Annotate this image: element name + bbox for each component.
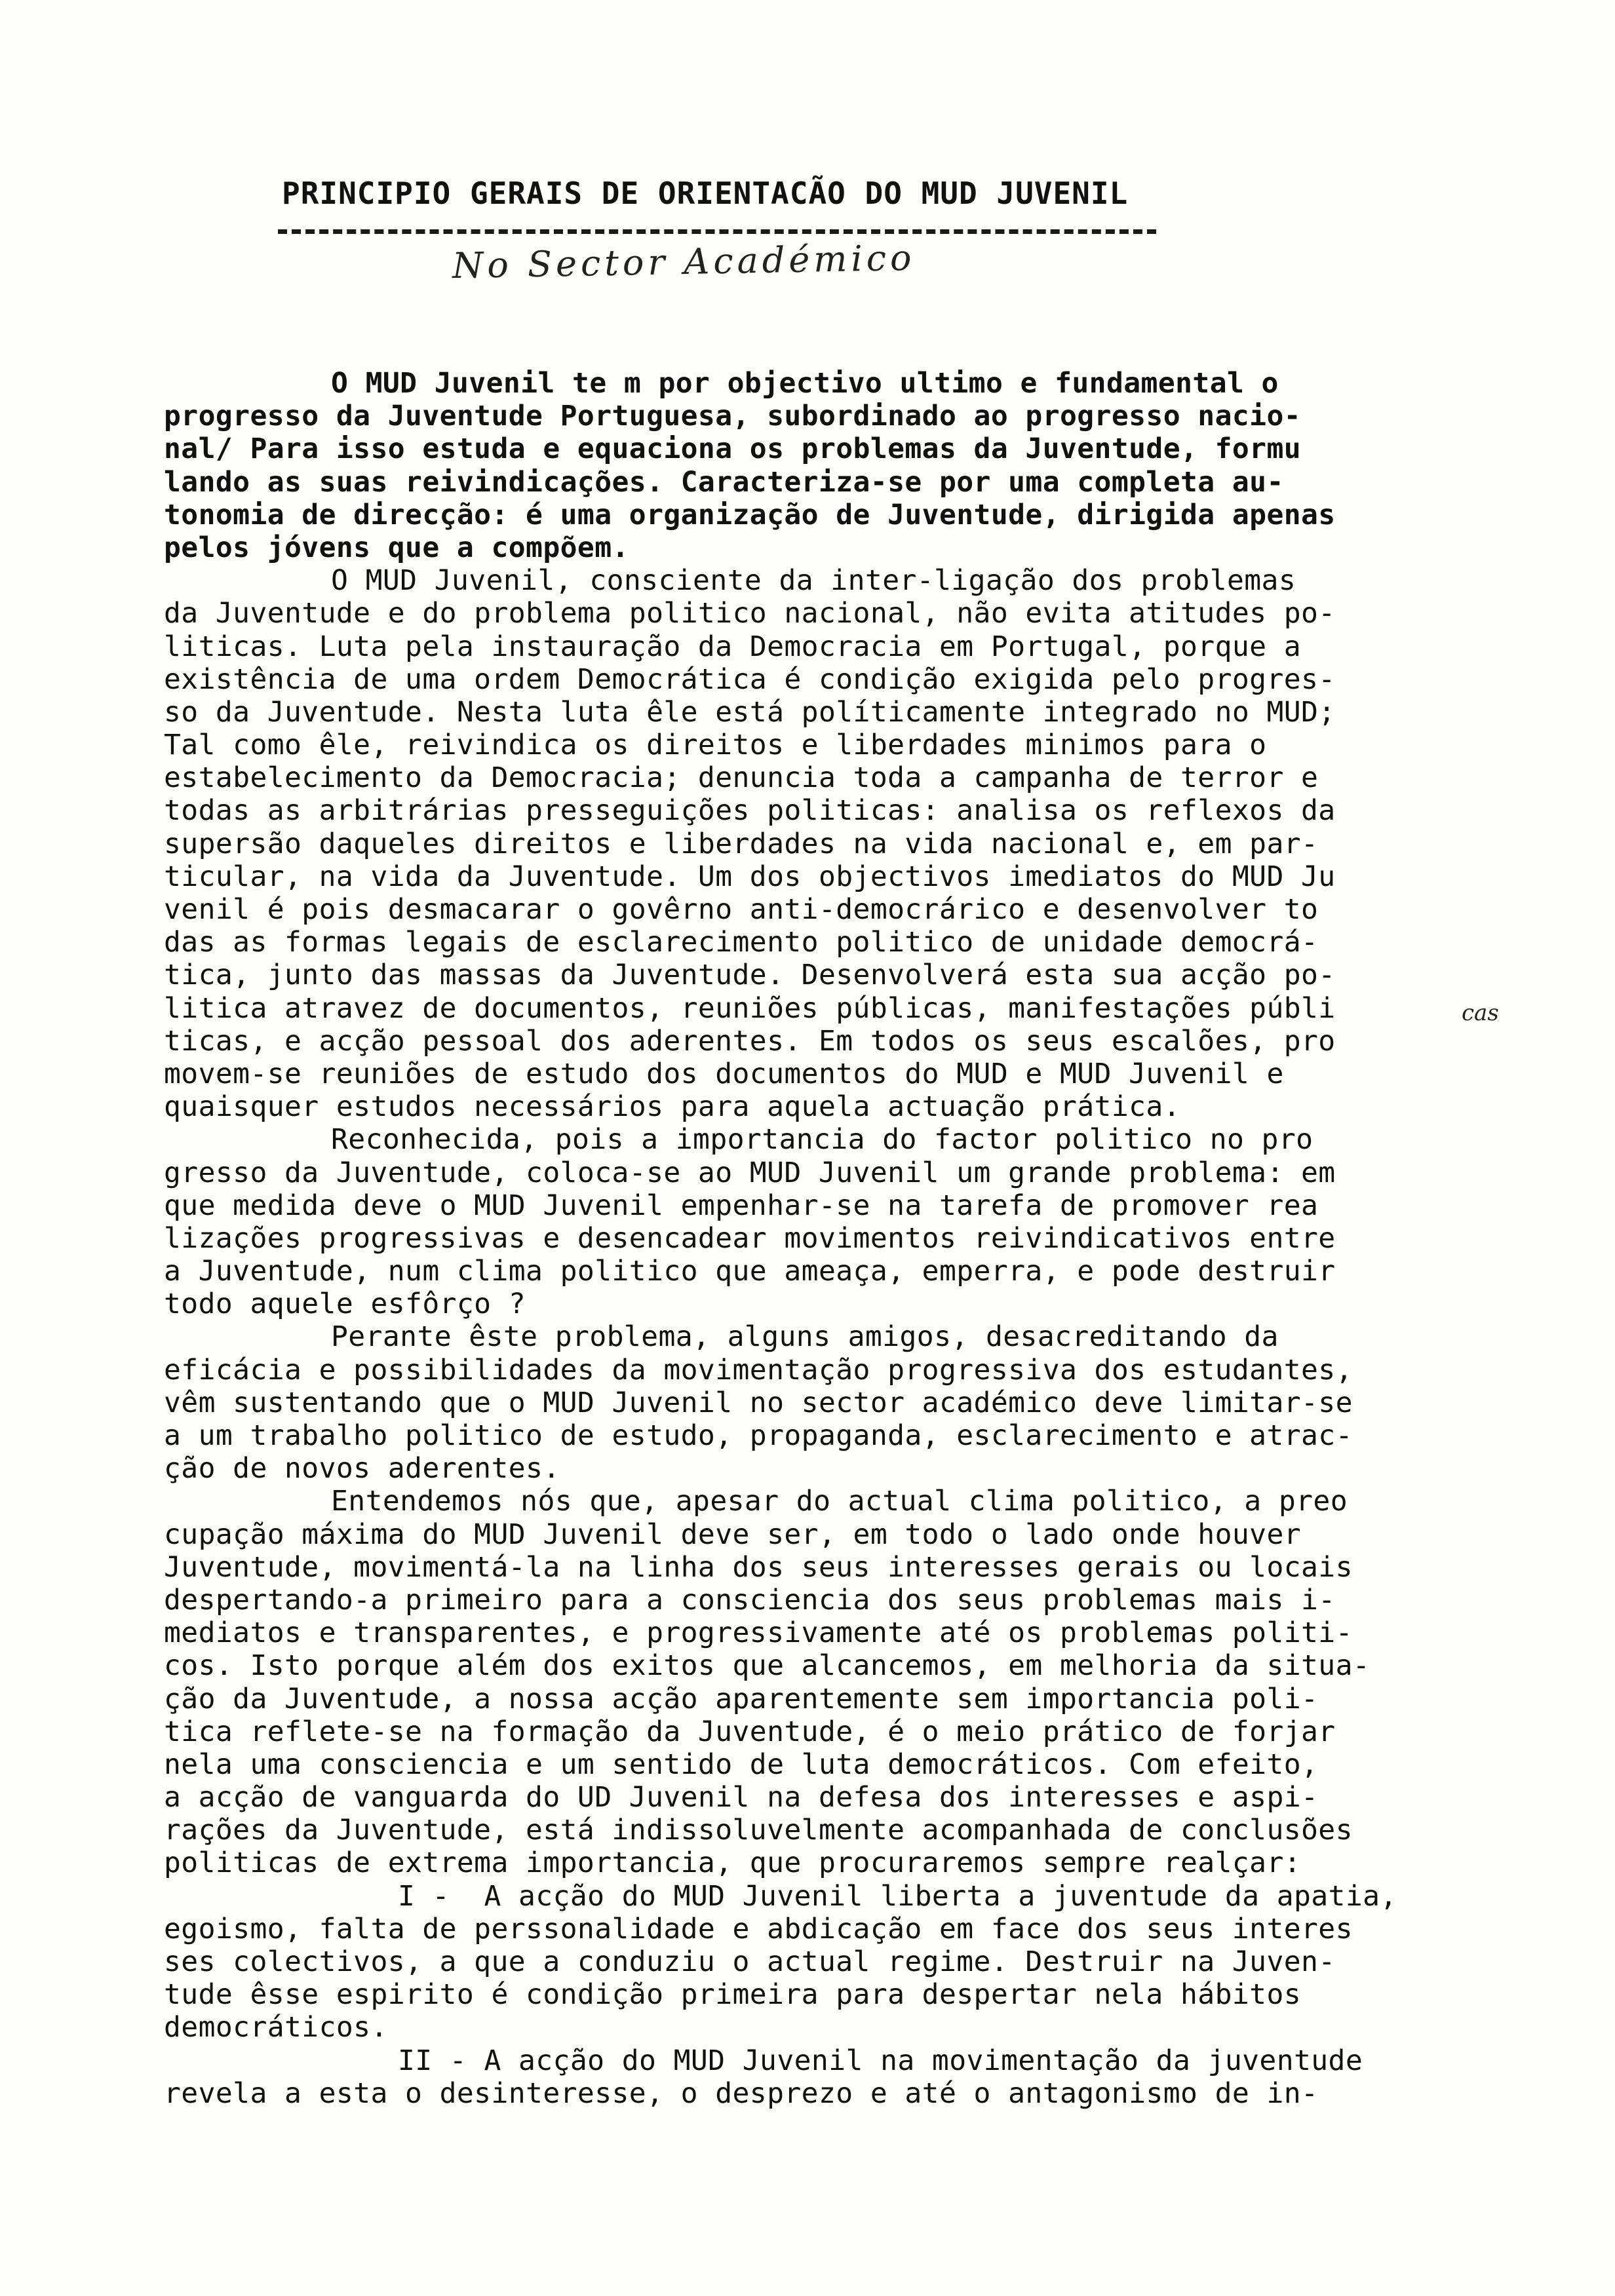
text-line: a um trabalho politico de estudo, propaganda, esclarecimento e atrac- (164, 1419, 1353, 1452)
text-line: progresso da Juventude Portuguesa, subordinado ao progresso nacio- (164, 400, 1302, 433)
text-line: nal/ Para isso estuda e equaciona os problemas da Juventude, formu (164, 432, 1302, 466)
text-line: pelos jóvens que a compõem. (164, 531, 629, 564)
text-line: Tal como êle, reivindica os direitos e liberdades minimos para o (164, 729, 1267, 762)
text-line: supersão daqueles direitos e liberdades na vida nacional e, em par- (164, 827, 1319, 860)
text-line: tude êsse espirito é condição primeira para despertar nela hábitos (164, 1978, 1302, 2012)
text-line: revela a esta o desinteresse, o desprezo e até o antagonismo de in- (164, 2076, 1319, 2110)
text-line: que medida deve o MUD Juvenil empenhar-se na tarefa de promover rea (164, 1189, 1319, 1222)
text-line: Entendemos nós que, apesar do actual clima politico, a preo (331, 1485, 1348, 1518)
text-line: da Juventude e do problema politico nacional, não evita atitudes po- (164, 597, 1336, 630)
handwritten-subtitle: No Sector Académico (452, 237, 916, 287)
text-line: das as formas legais de esclarecimento politico de unidade democrá- (164, 926, 1319, 959)
text-line: a acção de vanguarda do UD Juvenil na defesa dos interesses e aspi- (164, 1781, 1319, 1814)
text-line: so da Juventude. Nesta luta êle está políticamente integrado no MUD; (164, 695, 1336, 729)
text-line: egoismo, falta de perssonalidade e abdicação em face dos seus interes (164, 1912, 1353, 1945)
text-line: litica atravez de documentos, reuniões públicas, manifestações públi (164, 991, 1336, 1025)
text-line: I - A acção do MUD Juvenil liberta a juventude da apatia, (398, 1879, 1397, 1913)
text-line: lizações progressivas e desencadear movimentos reivindicativos entre (164, 1221, 1336, 1255)
text-line: O MUD Juvenil, consciente da inter-ligação dos problemas (331, 564, 1296, 598)
text-line: todo aquele esfôrço ? (164, 1288, 526, 1321)
text-line: Juventude, movimentá-la na linha dos seus interesses gerais ou locais (164, 1550, 1353, 1584)
text-line: estabelecimento da Democracia; denuncia toda a campanha de terror e (164, 761, 1319, 795)
text-line: ção da Juventude, a nossa acção aparentemente sem importancia poli- (164, 1682, 1319, 1715)
text-line: a Juventude, num clima politico que ameaça, emperra, e pode destruir (164, 1255, 1336, 1288)
text-line: mediatos e transparentes, e progressivamente até os problemas politi- (164, 1617, 1353, 1650)
text-line: cupação máxima do MUD Juvenil deve ser, em todo o lado onde houver (164, 1518, 1302, 1551)
text-line: tonomia de direcção: é uma organização de Juventude, dirigida apenas (164, 498, 1336, 531)
text-line: tica, junto das massas da Juventude. Desenvolverá esta sua acção po- (164, 959, 1336, 992)
title-underline (278, 229, 1156, 234)
text-line: politicas de extrema importancia, que procuraremos sempre realçar: (164, 1846, 1302, 1880)
text-line: Reconhecida, pois a importancia do factor politico no pro (331, 1123, 1313, 1157)
text-line: rações da Juventude, está indissoluvelmente acompanhada de conclusões (164, 1814, 1353, 1847)
text-line: II - A acção do MUD Juvenil na movimentação da juventude (398, 2044, 1363, 2077)
document-title: PRINCIPIO GERAIS DE ORIENTACÃO DO MUD JUVENIL (282, 176, 1129, 211)
text-line: gresso da Juventude, coloca-se ao MUD Juvenil um grande problema: em (164, 1156, 1336, 1189)
text-line: despertando-a primeiro para a consciencia dos seus problemas mais i- (164, 1583, 1336, 1617)
text-line: todas as arbitrárias presseguições politicas: analisa os reflexos da (164, 794, 1336, 828)
text-line: existência de uma ordem Democrática é condição exigida pelo progres- (164, 662, 1336, 696)
text-line: democráticos. (164, 2011, 388, 2044)
text-line: lando as suas reivindicações. Caracteriza-se por uma completa au- (164, 465, 1284, 499)
text-line: movem-se reuniões de estudo dos documentos do MUD e MUD Juvenil e (164, 1057, 1284, 1090)
text-line: quaisquer estudos necessários para aquela actuação prática. (164, 1090, 1181, 1124)
text-line: vêm sustentando que o MUD Juvenil no sector académico deve limitar-se (164, 1386, 1353, 1419)
text-line: venil é pois desmacarar o govêrno anti-democrárico e desenvolver to (164, 893, 1319, 926)
text-line: ticular, na vida da Juventude. Um dos objectivos imediatos do MUD Ju (164, 860, 1336, 893)
text-line: ção de novos aderentes. (164, 1452, 560, 1485)
text-line: tica reflete-se na formação da Juventude, é o meio prático de forjar (164, 1715, 1336, 1748)
text-line: Perante êste problema, alguns amigos, desacreditando da (331, 1320, 1279, 1354)
text-line: ses colectivos, a que a conduziu o actual regime. Destruir na Juven- (164, 1945, 1336, 1978)
handwritten-margin-note: cas (1462, 1000, 1499, 1026)
text-line: liticas. Luta pela instauração da Democracia em Portugal, porque a (164, 630, 1302, 663)
text-line: nela uma consciencia e um sentido de luta democráticos. Com efeito, (164, 1748, 1319, 1781)
text-line: O MUD Juvenil te m por objectivo ultimo e fundamental o (331, 367, 1279, 400)
text-line: eficácia e possibilidades da movimentação progressiva dos estudantes, (164, 1353, 1353, 1387)
document-body (164, 367, 1508, 2110)
text-line: cos. Isto porque além dos exitos que alcancemos, em melhoria da situa- (164, 1649, 1371, 1683)
text-line: ticas, e acção pessoal dos aderentes. Em todos os seus escalões, pro (164, 1024, 1336, 1058)
